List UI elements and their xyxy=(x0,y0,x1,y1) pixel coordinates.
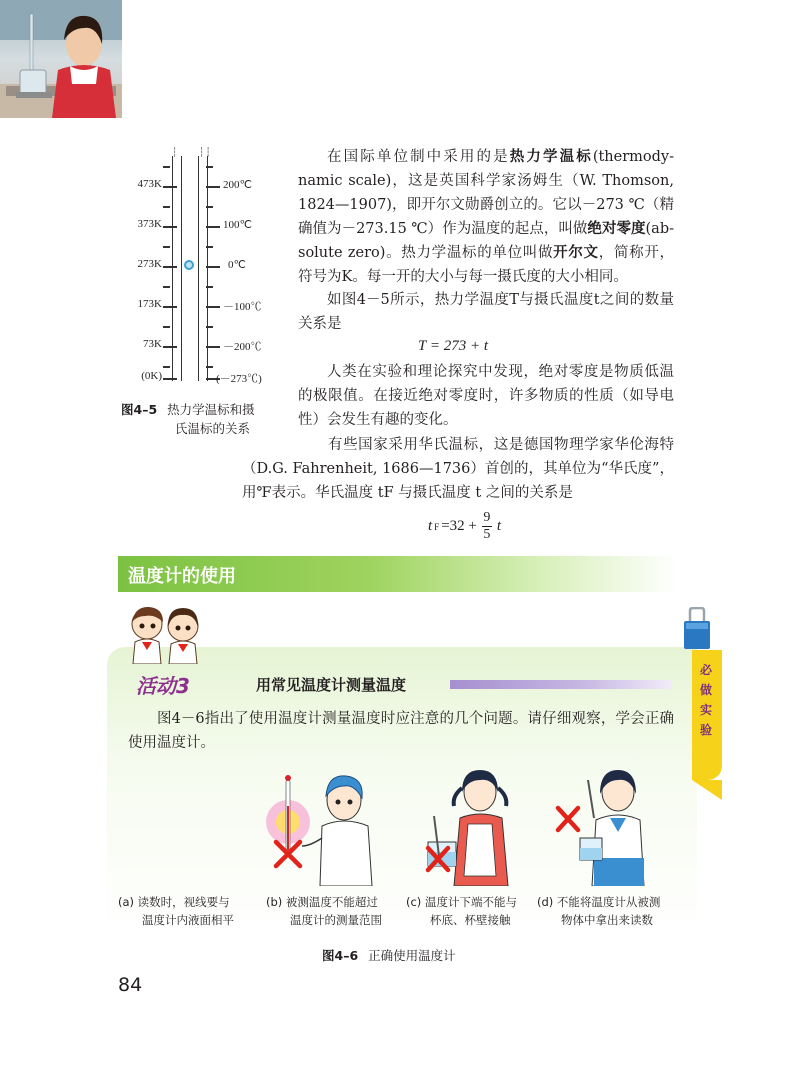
celsius-label: (－273℃) xyxy=(216,373,262,385)
figure-number: 图4–5 xyxy=(121,402,158,417)
tick xyxy=(163,186,177,188)
activity-title: 用常见温度计测量温度 xyxy=(256,676,407,694)
fraction-numerator: 9 xyxy=(483,510,491,525)
formula-variable: t xyxy=(496,518,502,534)
term-kelvin: 开尔文 xyxy=(553,245,599,261)
caption-line: 热力学温标和摄 xyxy=(167,402,255,417)
binder-clip-icon xyxy=(680,607,714,651)
term-thermodynamic-scale: 热力学温标 xyxy=(509,149,593,165)
formula-fraction xyxy=(482,510,492,543)
paragraph-fahrenheit: 有些国家采用华氏温标，这是德国物理学家华伦海特（D.G. Fahrenheit, 1686—1736）首创的，其单位为“华氏度”，用℉表示。华氏温度 tF 与摄氏温度 t 之间的关系是 xyxy=(242,437,674,501)
tick xyxy=(206,166,213,168)
term-absolute-zero: 绝对零度 xyxy=(587,221,646,237)
tick xyxy=(163,226,177,228)
tick xyxy=(163,326,170,328)
celsius-label: －100℃ xyxy=(223,301,262,313)
caption-line: (a) 读数时，视线要与 xyxy=(118,895,230,909)
celsius-label: －200℃ xyxy=(223,341,262,353)
activity-instructions: 图4－6指出了使用温度计测量温度时应注意的几个问题。请仔细观察，学会正确使用温度计。 xyxy=(128,711,674,751)
section-banner xyxy=(118,556,678,592)
photo-student-reading-thermometer xyxy=(0,0,122,118)
section-title: 温度计的使用 xyxy=(128,566,236,587)
title-decoration-bar xyxy=(450,680,672,689)
student-lab-photo-icon xyxy=(0,0,122,118)
illustration-thermometer-removed-from-water xyxy=(548,766,668,886)
illustration-thermometer-over-flame xyxy=(260,766,380,886)
figure-4-6-caption xyxy=(322,946,456,964)
celsius-label: 100℃ xyxy=(223,219,252,231)
text-run: (thermody-namic scale)，这是英国科学家汤姆生（W. Thomson, 1824—1907)，即开尔文勋爵创立的。它以－273 ℃（精确值为－273.15 ℃）作为温度的起点，叫做 xyxy=(298,149,675,237)
caption-line: 温度计内液面相平 xyxy=(142,913,234,927)
formula-variable: t xyxy=(428,518,433,534)
tick xyxy=(206,206,213,208)
text-run: 在国际单位制中采用的是 xyxy=(327,149,510,165)
tick xyxy=(206,326,213,328)
tick xyxy=(163,206,170,208)
tick xyxy=(206,286,213,288)
celsius-label: 0℃ xyxy=(228,259,246,271)
tick xyxy=(206,226,220,228)
formula-subscript: F xyxy=(434,521,440,532)
formula-fahrenheit xyxy=(428,510,501,543)
kids-mascot-icon xyxy=(125,602,207,664)
caption-line: 氏温标的关系 xyxy=(175,421,251,436)
tick xyxy=(163,346,177,348)
illustration-thermometer-touching-beaker xyxy=(404,766,524,886)
caption-line: (d) 不能将温度计从被测 xyxy=(537,895,661,909)
caption-c xyxy=(406,893,536,929)
caption-line: (c) 温度计下端不能与 xyxy=(406,895,517,909)
tick xyxy=(206,266,220,268)
caption-d xyxy=(537,893,682,929)
tick xyxy=(163,366,170,368)
tick xyxy=(163,378,177,380)
tick xyxy=(206,346,220,348)
tick xyxy=(163,286,170,288)
caption-line: 杯底、杯壁接触 xyxy=(430,913,511,927)
kelvin-label: 273K xyxy=(137,258,162,270)
kelvin-label: 373K xyxy=(137,218,162,230)
paragraph-absolute-zero: 人类在实验和理论探究中发现，绝对零度是物质低温的极限值。在接近绝对零度时，许多物质的性质（如导电性）会发生有趣的变化。 xyxy=(298,364,674,428)
tick xyxy=(206,186,220,188)
tick xyxy=(163,266,177,268)
caption-a xyxy=(118,893,253,929)
kelvin-label: (0K) xyxy=(141,370,162,382)
caption-line: 温度计的测量范围 xyxy=(290,913,382,927)
paragraph-relation: 如图4－5所示，热力学温度T与摄氏温度t之间的数量关系是 xyxy=(298,292,674,332)
kelvin-label: 173K xyxy=(137,298,162,310)
required-experiment-tab xyxy=(692,650,722,780)
activity-label: 活动3 xyxy=(136,674,190,698)
caption-line: 物体中拿出来读数 xyxy=(561,913,653,927)
figure-4-5-thermometers xyxy=(120,148,295,388)
tick xyxy=(163,166,170,168)
page-number: 84 xyxy=(118,974,143,996)
tick xyxy=(206,306,220,308)
side-tab-label: 必做实验 xyxy=(700,663,713,737)
text-run: (ab-solute zero)。热力学温标的单位叫做 xyxy=(298,221,674,261)
kelvin-label: 73K xyxy=(143,338,162,350)
celsius-label: 200℃ xyxy=(223,179,252,191)
tube-top-dots: ┆ xyxy=(172,148,179,158)
caption-b xyxy=(266,893,401,929)
zero-point-marker xyxy=(184,260,194,270)
figure-title: 正确使用温度计 xyxy=(368,948,456,963)
tick xyxy=(163,246,170,248)
formula-operator: =32 + xyxy=(441,518,477,534)
tick xyxy=(206,366,213,368)
text-run: ，简称开，符号为K。每一开的大小与每一摄氏度的大小相同。 xyxy=(298,245,675,285)
tick xyxy=(163,306,177,308)
side-tab-tip xyxy=(692,780,722,800)
kelvin-label: 473K xyxy=(137,178,162,190)
tube-top-dots: ┆┆ xyxy=(199,148,212,158)
caption-line: (b) 被测温度不能超过 xyxy=(266,895,378,909)
figure-number: 图4–6 xyxy=(322,948,359,963)
fraction-denominator: 5 xyxy=(483,527,491,542)
formula-kelvin-celsius: T = 273 + t xyxy=(418,338,488,354)
paragraph-thermodynamic-scale xyxy=(298,145,674,289)
tick xyxy=(206,246,213,248)
